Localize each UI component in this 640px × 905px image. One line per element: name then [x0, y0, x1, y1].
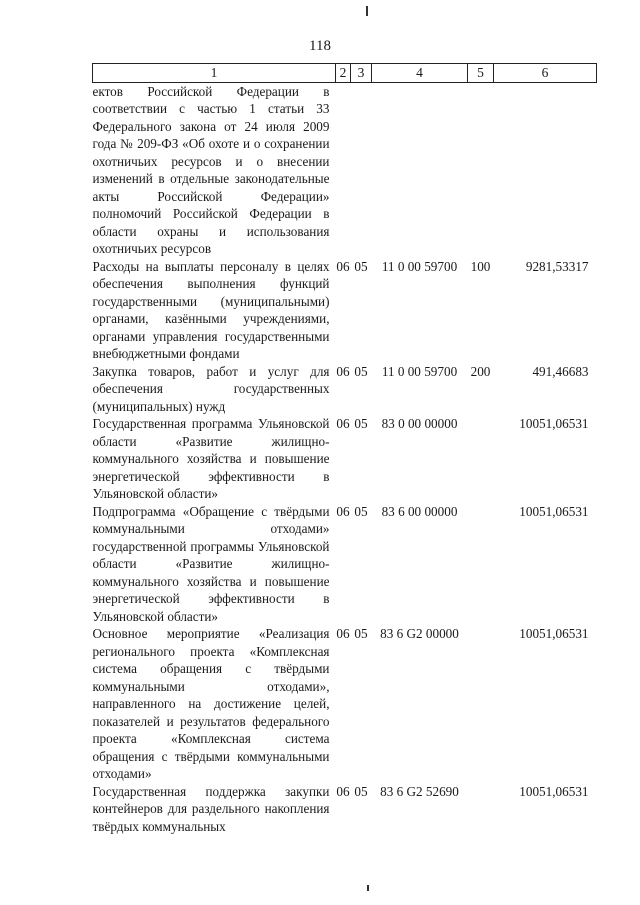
row-name: Закупка товаров, работ и услуг для обеспечения государственных (муниципальных) нужд	[92, 363, 330, 414]
col-header-amount: 6	[494, 64, 597, 83]
row-subsection: 05	[354, 258, 368, 274]
row-target-article: 83 6 G2 52690	[380, 783, 459, 799]
row-name: Основное мероприятие «Реализация регионального проекта «Комплексная система обращения с твёрдыми коммунальными отходами», направленного на достижение целей, показателей и результатов федерального проекта «Комплексная система обращения с твёрдыми коммунальными отходами»	[92, 626, 330, 781]
table-row	[93, 258, 597, 363]
row-amount: 10051,06531	[519, 783, 589, 799]
row-name: Государственная программа Ульяновской области «Развитие жилищно-коммунального хозяйства и повышение энергетической эффективности в Ульяновской области»	[92, 416, 330, 501]
col-header-target-article: 4	[372, 64, 468, 83]
row-expense-type: 100	[470, 258, 491, 274]
table-header-row	[93, 64, 597, 83]
table-row	[93, 415, 597, 503]
row-section: 06	[336, 363, 350, 379]
page-number: 118	[309, 38, 331, 54]
row-expense-type	[468, 503, 494, 626]
table-row	[93, 82, 597, 258]
row-target-article: 11 0 00 59700	[381, 363, 458, 379]
row-target-article: 83 6 G2 00000	[380, 626, 459, 641]
table-row	[93, 625, 597, 783]
row-section: 06	[336, 258, 350, 274]
budget-table	[92, 63, 597, 835]
row-section: 06	[336, 416, 350, 431]
row-subsection: 05	[354, 363, 368, 379]
col-header-expense-type: 5	[468, 64, 494, 83]
row-section: 06	[336, 503, 350, 519]
row-subsection: 05	[354, 503, 368, 519]
row-target-article: 83 0 00 00000	[381, 416, 458, 431]
row-target-article	[372, 82, 468, 258]
row-section: 06	[336, 626, 350, 641]
row-section	[336, 82, 351, 258]
row-amount: 10051,06531	[519, 626, 589, 641]
row-expense-type	[468, 82, 494, 258]
row-amount: 491,46683	[532, 363, 589, 379]
row-name: Государственная поддержка закупки контейнеров для раздельного накопления твёрдых коммунальных	[92, 783, 330, 834]
col-header-section: 2	[336, 64, 351, 83]
table-row	[93, 783, 597, 836]
table-row	[93, 503, 597, 626]
row-name: Расходы на выплаты персоналу в целях обеспечения выполнения функций государственными (муниципальными) органами, казёнными учреждениями, органами управления государственными внебюджетными фондами	[92, 258, 330, 361]
row-amount: 9281,53317	[525, 258, 589, 274]
row-amount: 10051,06531	[519, 503, 589, 519]
row-amount	[494, 82, 597, 258]
row-subsection: 05	[354, 783, 368, 799]
row-target-article: 11 0 00 59700	[381, 258, 458, 274]
row-expense-type: 200	[470, 363, 491, 379]
row-name: Подпрограмма «Обращение с твёрдыми коммунальными отходами» государственной программы Ульяновской области «Развитие жилищно-коммунального хозяйства и повышение энергетической эффективности в Ульяновской области»	[92, 503, 330, 624]
row-expense-type	[468, 415, 494, 503]
row-amount: 10051,06531	[519, 416, 589, 431]
row-subsection: 05	[354, 626, 368, 641]
table-row	[93, 363, 597, 416]
row-section: 06	[336, 783, 350, 799]
scan-mark-top	[366, 6, 368, 16]
row-expense-type	[468, 625, 494, 783]
col-header-name: 1	[93, 64, 336, 83]
row-expense-type	[468, 783, 494, 836]
col-header-subsection: 3	[351, 64, 372, 83]
scan-mark-bottom	[367, 885, 369, 891]
row-subsection: 05	[354, 416, 368, 431]
row-target-article: 83 6 00 00000	[381, 503, 458, 519]
row-subsection	[351, 82, 372, 258]
row-name: ектов Российской Федерации в соответствии с частью 1 статьи 33 Федерального закона от 24 июля 2009 года № 209-ФЗ «Об охоте и о сохранении охотничьих ресурсов и о внесении изменений в отдельные законодательные акты Российской Федерации» полномочий Российской Федерации в области охраны и использования охотничьих ресурсов	[92, 83, 330, 256]
